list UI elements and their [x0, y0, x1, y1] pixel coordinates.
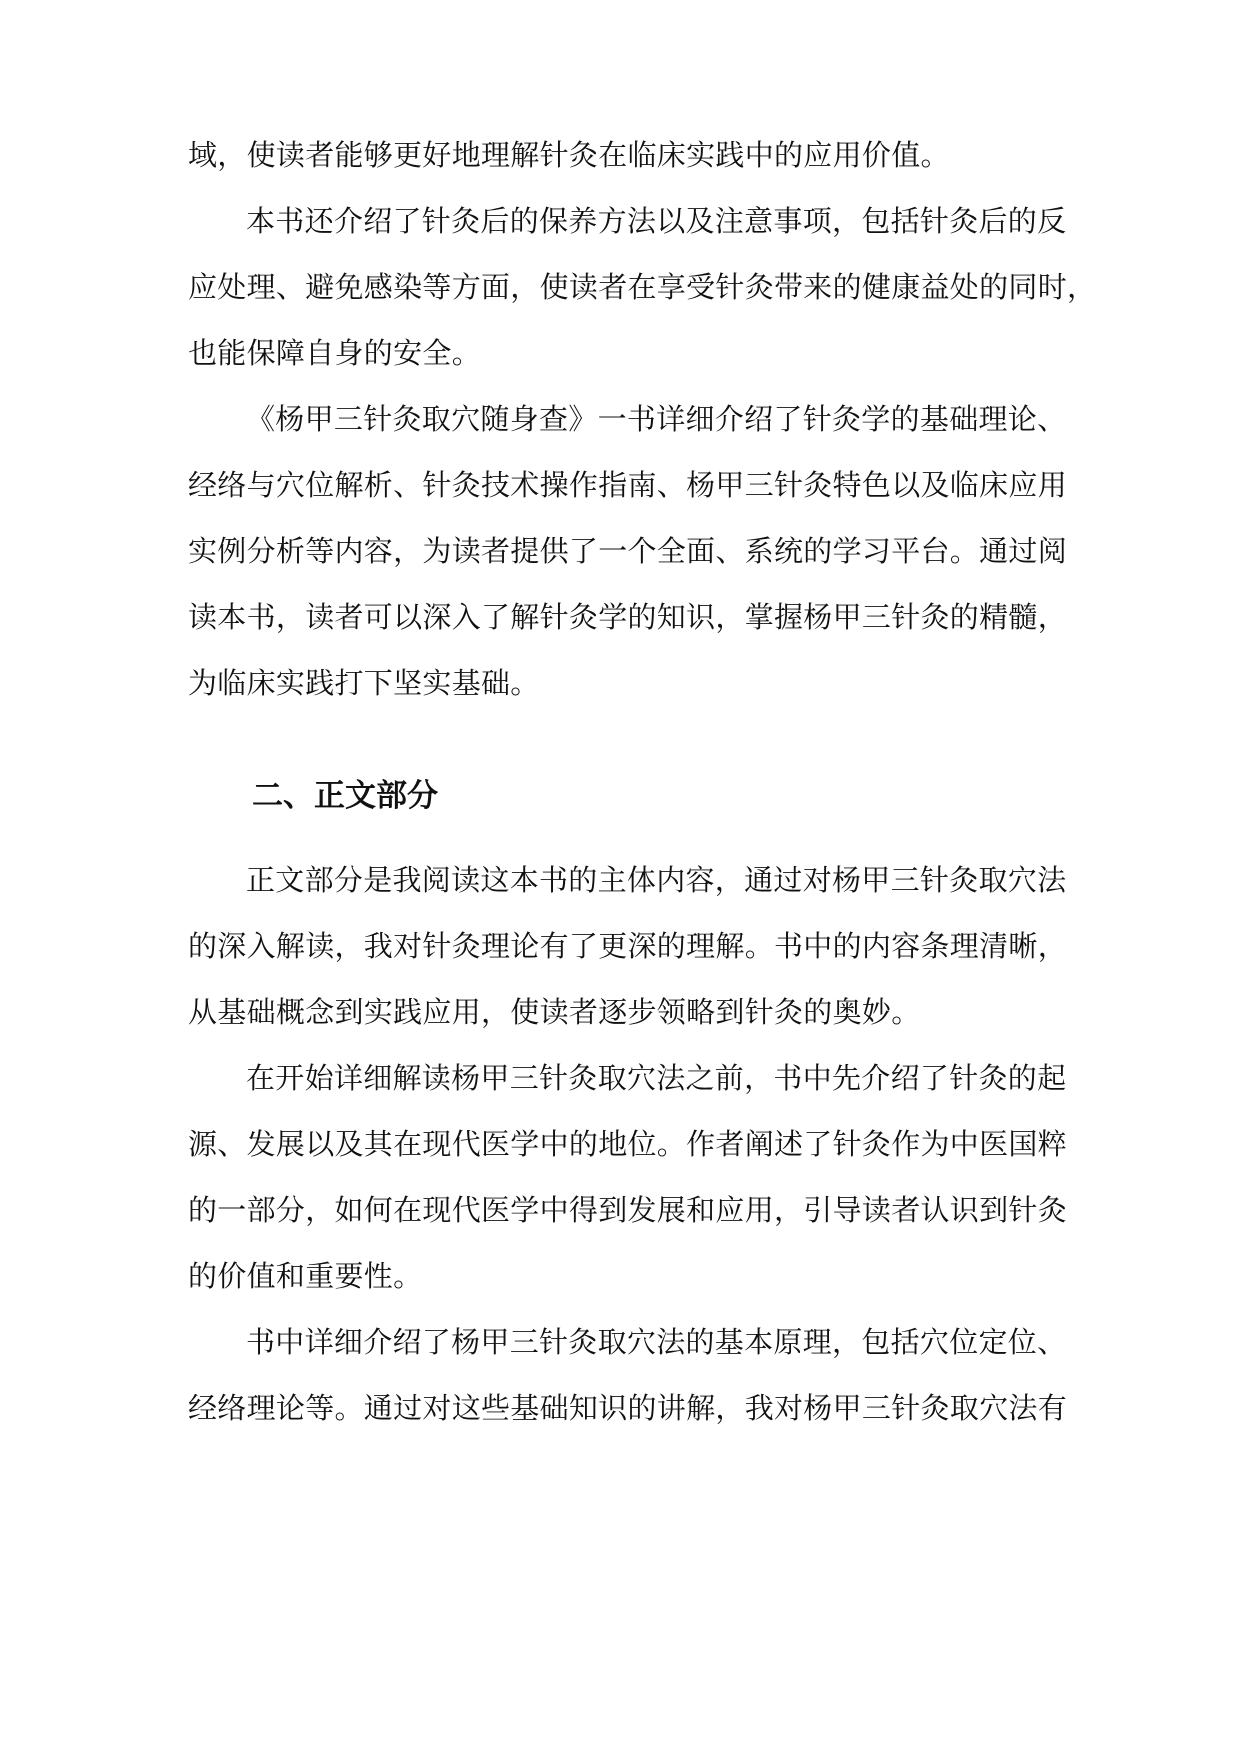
paragraph-3-line-5: 为临床实践打下坚实基础。 — [188, 666, 540, 700]
paragraph-5-line-2: 源、发展以及其在现代医学中的地位。作者阐述了针灸作为中医国粹 — [188, 1127, 1068, 1161]
paragraph-4-line-1: 正文部分是我阅读这本书的主体内容，通过对杨甲三针灸取穴法 — [246, 863, 1067, 897]
paragraph-5-line-3: 的一部分，如何在现代医学中得到发展和应用，引导读者认识到针灸 — [188, 1193, 1068, 1227]
paragraph-5-line-1: 在开始详细解读杨甲三针灸取穴法之前，书中先介绍了针灸的起 — [246, 1061, 1067, 1095]
paragraph-2-line-2: 应处理、避免感染等方面，使读者在享受针灸带来的健康益处的同时， — [188, 270, 1097, 304]
paragraph-5-line-4: 的价值和重要性。 — [188, 1259, 423, 1293]
paragraph-6-line-2: 经络理论等。通过对这些基础知识的讲解，我对杨甲三针灸取穴法有 — [188, 1391, 1068, 1425]
paragraph-2-line-1: 本书还介绍了针灸后的保养方法以及注意事项，包括针灸后的反 — [246, 204, 1067, 238]
paragraph-1-line-1: 域，使读者能够更好地理解针灸在临床实践中的应用价值。 — [188, 138, 950, 172]
paragraph-6-line-1: 书中详细介绍了杨甲三针灸取穴法的基本原理，包括穴位定位、 — [246, 1325, 1067, 1359]
paragraph-2-line-3: 也能保障自身的安全。 — [188, 336, 482, 370]
section-heading: 二、正文部分 — [252, 778, 438, 814]
paragraph-3-line-3: 实例分析等内容，为读者提供了一个全面、系统的学习平台。通过阅 — [188, 534, 1068, 568]
paragraph-3-line-2: 经络与穴位解析、针灸技术操作指南、杨甲三针灸特色以及临床应用 — [188, 468, 1068, 502]
paragraph-4-line-2: 的深入解读，我对针灸理论有了更深的理解。书中的内容条理清晰， — [188, 929, 1068, 963]
paragraph-3-line-1: 《杨甲三针灸取穴随身查》一书详细介绍了针灸学的基础理论、 — [246, 402, 1067, 436]
paragraph-3-line-4: 读本书，读者可以深入了解针灸学的知识，掌握杨甲三针灸的精髓， — [188, 600, 1068, 634]
paragraph-4-line-3: 从基础概念到实践应用，使读者逐步领略到针灸的奥妙。 — [188, 995, 921, 1029]
